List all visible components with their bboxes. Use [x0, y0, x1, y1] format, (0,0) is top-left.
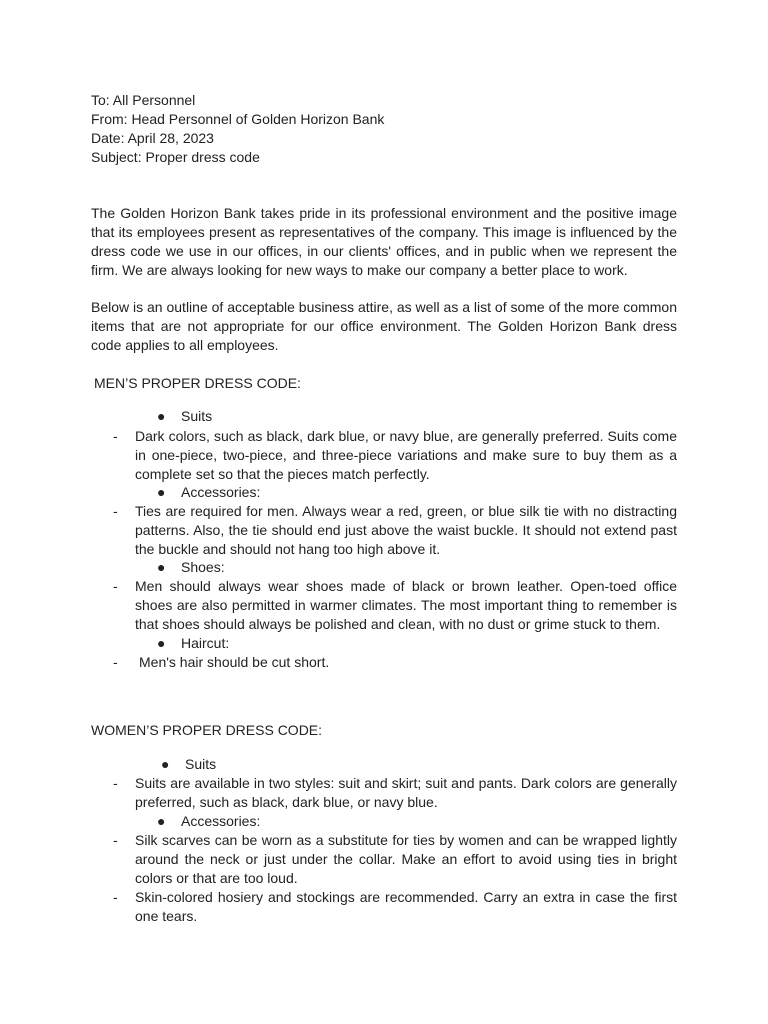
- bullet-icon: ●: [157, 484, 166, 500]
- womens-accessories-label: Accessories:: [181, 813, 261, 829]
- mens-accessories-text: Ties are required for men. Always wear a red, green, or blue silk tie with no distracting patterns. Also, the tie should end just above the waist buckle. It should not extend past the buckle and should not hang too high above it.: [135, 503, 677, 557]
- womens-suits-bullet: [161, 755, 216, 774]
- memo-to: To: All Personnel: [91, 92, 196, 108]
- womens-heading: WOMEN’S PROPER DRESS CODE:: [91, 722, 323, 738]
- womens-accessories-bullet: [157, 812, 260, 831]
- mens-shoes-text: Men should always wear shoes made of black or brown leather. Open-toed office shoes are also permitted in warmer climates. The most important thing to remember is that shoes should always be polished and clean, with no dust or grime stuck to them.: [135, 578, 677, 632]
- dash-icon: -: [113, 503, 118, 519]
- womens-suits-label: Suits: [185, 756, 217, 772]
- dash-icon: -: [113, 832, 118, 848]
- dash-icon: -: [113, 775, 118, 791]
- womens-accessories-text-2: Skin-colored hosiery and stockings are recommended. Carry an extra in case the first one tears.: [135, 889, 677, 924]
- mens-haircut-label: Haircut:: [181, 635, 230, 651]
- bullet-icon: ●: [157, 635, 166, 651]
- mens-haircut-text: Men's hair should be cut short.: [139, 654, 330, 670]
- mens-shoes-bullet: [157, 558, 225, 577]
- bullet-icon: ●: [157, 813, 166, 829]
- mens-haircut-bullet: [157, 634, 229, 653]
- outline-paragraph: Below is an outline of acceptable business attire, as well as a list of some of the more common items that are not appropriate for our office environment. The Golden Horizon Bank dress code applies to all employees.: [91, 299, 677, 353]
- womens-suits-text: Suits are available in two styles: suit and skirt; suit and pants. Dark colors are generally preferred, such as black, dark blue, or navy blue.: [135, 775, 677, 810]
- dash-icon: -: [113, 578, 118, 594]
- memo-from: From: Head Personnel of Golden Horizon Bank: [91, 111, 385, 127]
- mens-suits-text: Dark colors, such as black, dark blue, or navy blue, are generally preferred. Suits come in one-piece, two-piece, and three-piece variations and make sure to buy them as a complete set so that the pieces match perfectly.: [135, 428, 677, 482]
- mens-accessories-label: Accessories:: [181, 484, 261, 500]
- dash-icon: -: [113, 428, 118, 444]
- mens-heading: MEN’S PROPER DRESS CODE:: [94, 375, 301, 391]
- mens-accessories-bullet: [157, 483, 260, 502]
- intro-paragraph: The Golden Horizon Bank takes pride in its professional environment and the positive image that its employees present as representatives of the company. This image is influenced by the dress code we use in our offices, in our clients' offices, and in public when we represent the firm. We are always looking for new ways to make our company a better place to work.: [91, 205, 677, 278]
- mens-shoes-label: Shoes:: [181, 559, 225, 575]
- dash-icon: -: [113, 654, 118, 670]
- womens-accessories-text-1: Silk scarves can be worn as a substitute for ties by women and can be wrapped lightly around the neck or just under the collar. Make an effort to avoid using ties in bright colors or that are too loud.: [135, 832, 677, 886]
- mens-suits-label: Suits: [181, 408, 213, 424]
- memo-date: Date: April 28, 2023: [91, 130, 214, 146]
- bullet-icon: ●: [161, 756, 170, 772]
- bullet-icon: ●: [157, 559, 166, 575]
- bullet-icon: ●: [157, 408, 166, 424]
- mens-suits-bullet: [157, 407, 212, 426]
- memo-subject: Subject: Proper dress code: [91, 149, 260, 165]
- dash-icon: -: [113, 889, 118, 905]
